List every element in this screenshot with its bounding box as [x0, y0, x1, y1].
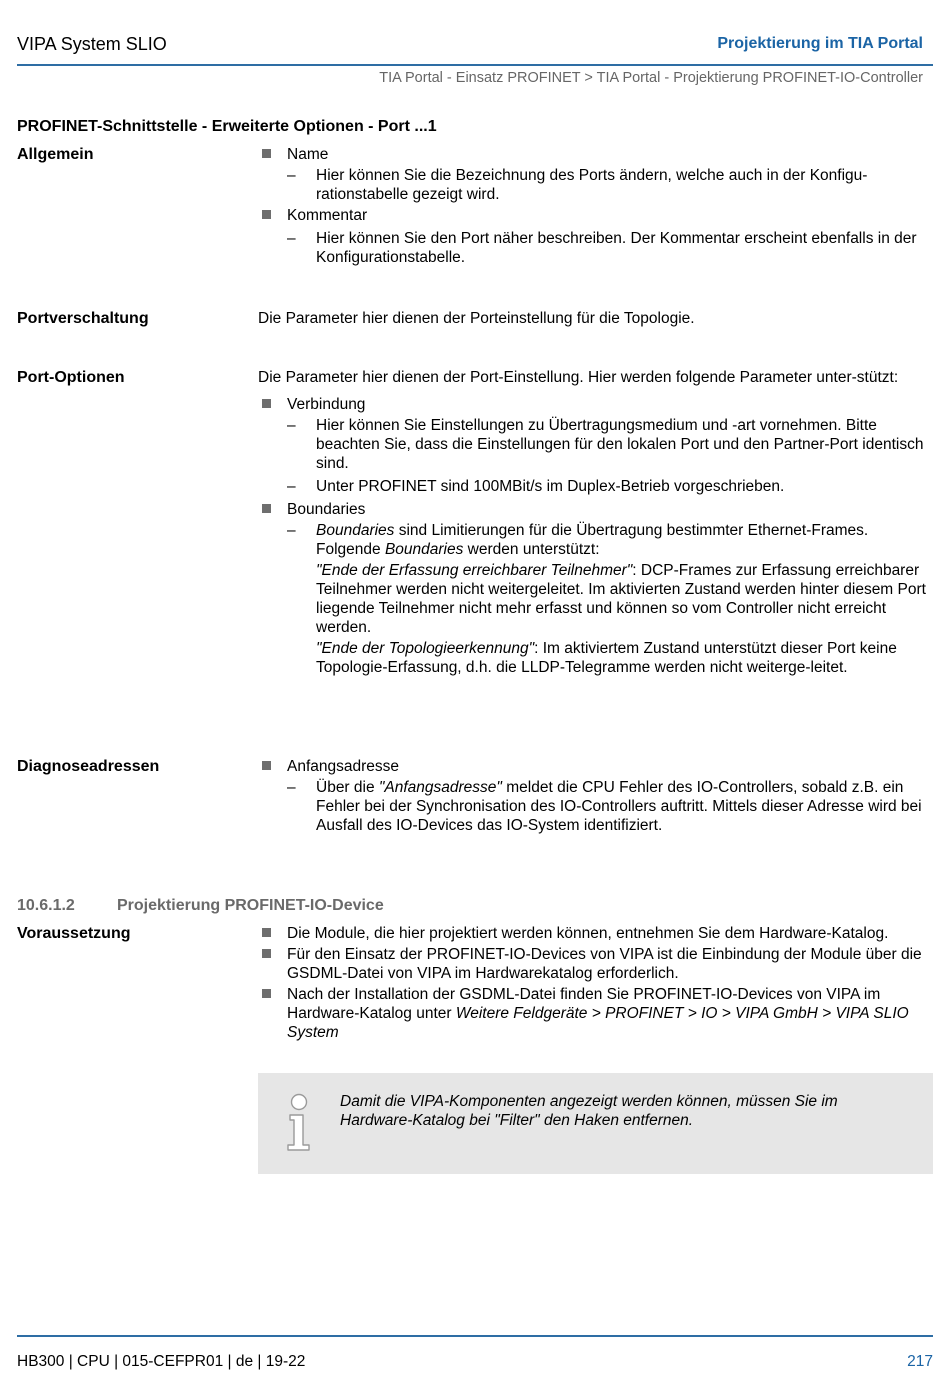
sub-list-item: [258, 778, 930, 835]
row-label: Allgemein: [17, 146, 94, 163]
emphasis: "Ende der Erfassung erreichbarer Teilnehmer": [316, 562, 633, 579]
boundary-paragraph: [258, 561, 930, 637]
sub-list-item: – Hier können Sie Einstellungen zu Übertragungsmedium und -art vornehmen. Bitte beachten Sie, dass die Einstellungen für den lokalen Port und den Partner-Port identisch sind.: [258, 416, 930, 473]
text: Nach der Installation der GSDML-Datei finden Sie PROFINET-IO-Devices von VIPA im Hardware-Katalog unter: [287, 986, 881, 1022]
info-icon: [282, 1093, 316, 1153]
list-item: Kommentar: [258, 206, 930, 225]
subsection-title: Projektierung PROFINET-IO-Device: [117, 897, 384, 914]
emphasis: "Ende der Topologieerkennung": [316, 640, 535, 657]
row-content: [258, 757, 930, 835]
chapter-title: Projektierung im TIA Portal: [717, 35, 923, 52]
footer-doc-id: HB300 | CPU | 015-CEFPR01 | de | 19-22: [17, 1353, 306, 1370]
sub-list-item: – Unter PROFINET sind 100MBit/s im Duplex-Betrieb vorgeschrieben.: [258, 477, 930, 496]
sub-list-item: – Hier können Sie die Bezeichnung des Ports ändern, welche auch in der Konfigu-rationstabelle gezeigt wird.: [258, 166, 930, 204]
section-title: PROFINET-Schnittstelle - Erweiterte Optionen - Port ...1: [17, 118, 437, 135]
text: Über die: [316, 779, 379, 796]
emphasis: Weitere Feldgeräte > PROFINET > IO > VIPA GmbH > VIPA SLIO System: [287, 1005, 909, 1041]
breadcrumb: TIA Portal - Einsatz PROFINET > TIA Portal - Projektierung PROFINET-IO-Controller: [379, 70, 923, 86]
paragraph: Die Parameter hier dienen der Port-Einstellung. Hier werden folgende Parameter unter-stützt:: [258, 369, 899, 386]
list-item: Name: [258, 145, 930, 164]
subsection-number: 10.6.1.2: [17, 897, 75, 914]
text: : DCP-Frames zur Erfassung erreichbarer Teilnehmer werden nicht weitergeleitet. Im aktivierten Zustand werden hinter diesem Port liegende Teilnehmer nicht mehr erfasst und können so vom Controller nicht erreicht werden.: [316, 562, 926, 636]
row-content: [258, 368, 930, 677]
list-item: Verbindung: [258, 395, 930, 414]
row-label: Portverschaltung: [17, 310, 149, 327]
paragraph: Die Parameter hier dienen der Porteinstellung für die Topologie.: [258, 310, 695, 327]
row-content: [258, 309, 930, 328]
list-item: Anfangsadresse: [258, 757, 930, 776]
row-content: [258, 145, 930, 267]
note-box: [258, 1073, 933, 1174]
document-title: VIPA System SLIO: [17, 34, 167, 54]
footer-rule: [17, 1335, 933, 1337]
text: meldet die CPU Fehler des IO-Controllers, sobald z.B. ein Fehler bei der Synchronisation des IO-Controllers auftritt. Mittels dieser Adresse wird bei Ausfall des IO-Devices das IO-System identifiziert.: [316, 779, 922, 834]
list-item: [258, 985, 930, 1042]
row-label: Voraussetzung: [17, 925, 131, 942]
sub-list-item: [258, 521, 930, 559]
text: werden unterstützt:: [463, 541, 600, 558]
text: sind Limitierungen für die Übertragung bestimmter Ethernet-Frames. Folgende: [316, 522, 869, 558]
boundary-paragraph: [258, 639, 930, 677]
emphasis: Boundaries: [384, 541, 464, 558]
note-text: Damit die VIPA-Komponenten angezeigt werden können, müssen Sie im Hardware-Katalog bei "Filter" den Haken entfernen.: [340, 1093, 838, 1129]
text: : Im aktiviertem Zustand unterstützt dieser Port keine Topologie-Erfassung, d.h. die LLDP-Telegramme werden nicht weiterge-leitet.: [316, 640, 897, 676]
page-number: 217: [907, 1353, 933, 1370]
list-item: Die Module, die hier projektiert werden können, entnehmen Sie dem Hardware-Katalog.: [258, 924, 930, 943]
row-label: Port-Optionen: [17, 369, 125, 386]
sub-list-item: – Hier können Sie den Port näher beschreiben. Der Kommentar erscheint ebenfalls in der Konfigurationstabelle.: [258, 229, 930, 267]
row-label: Diagnoseadressen: [17, 758, 160, 775]
list-item: Boundaries: [258, 500, 930, 519]
emphasis: Boundaries: [316, 522, 395, 539]
emphasis: "Anfangsadresse": [378, 779, 502, 796]
list-item: Für den Einsatz der PROFINET-IO-Devices von VIPA ist die Einbindung der Module über die GSDML-Datei von VIPA im Hardwarekatalog erforderlich.: [258, 945, 930, 983]
header-rule: [17, 64, 933, 66]
row-content: [258, 924, 930, 1042]
